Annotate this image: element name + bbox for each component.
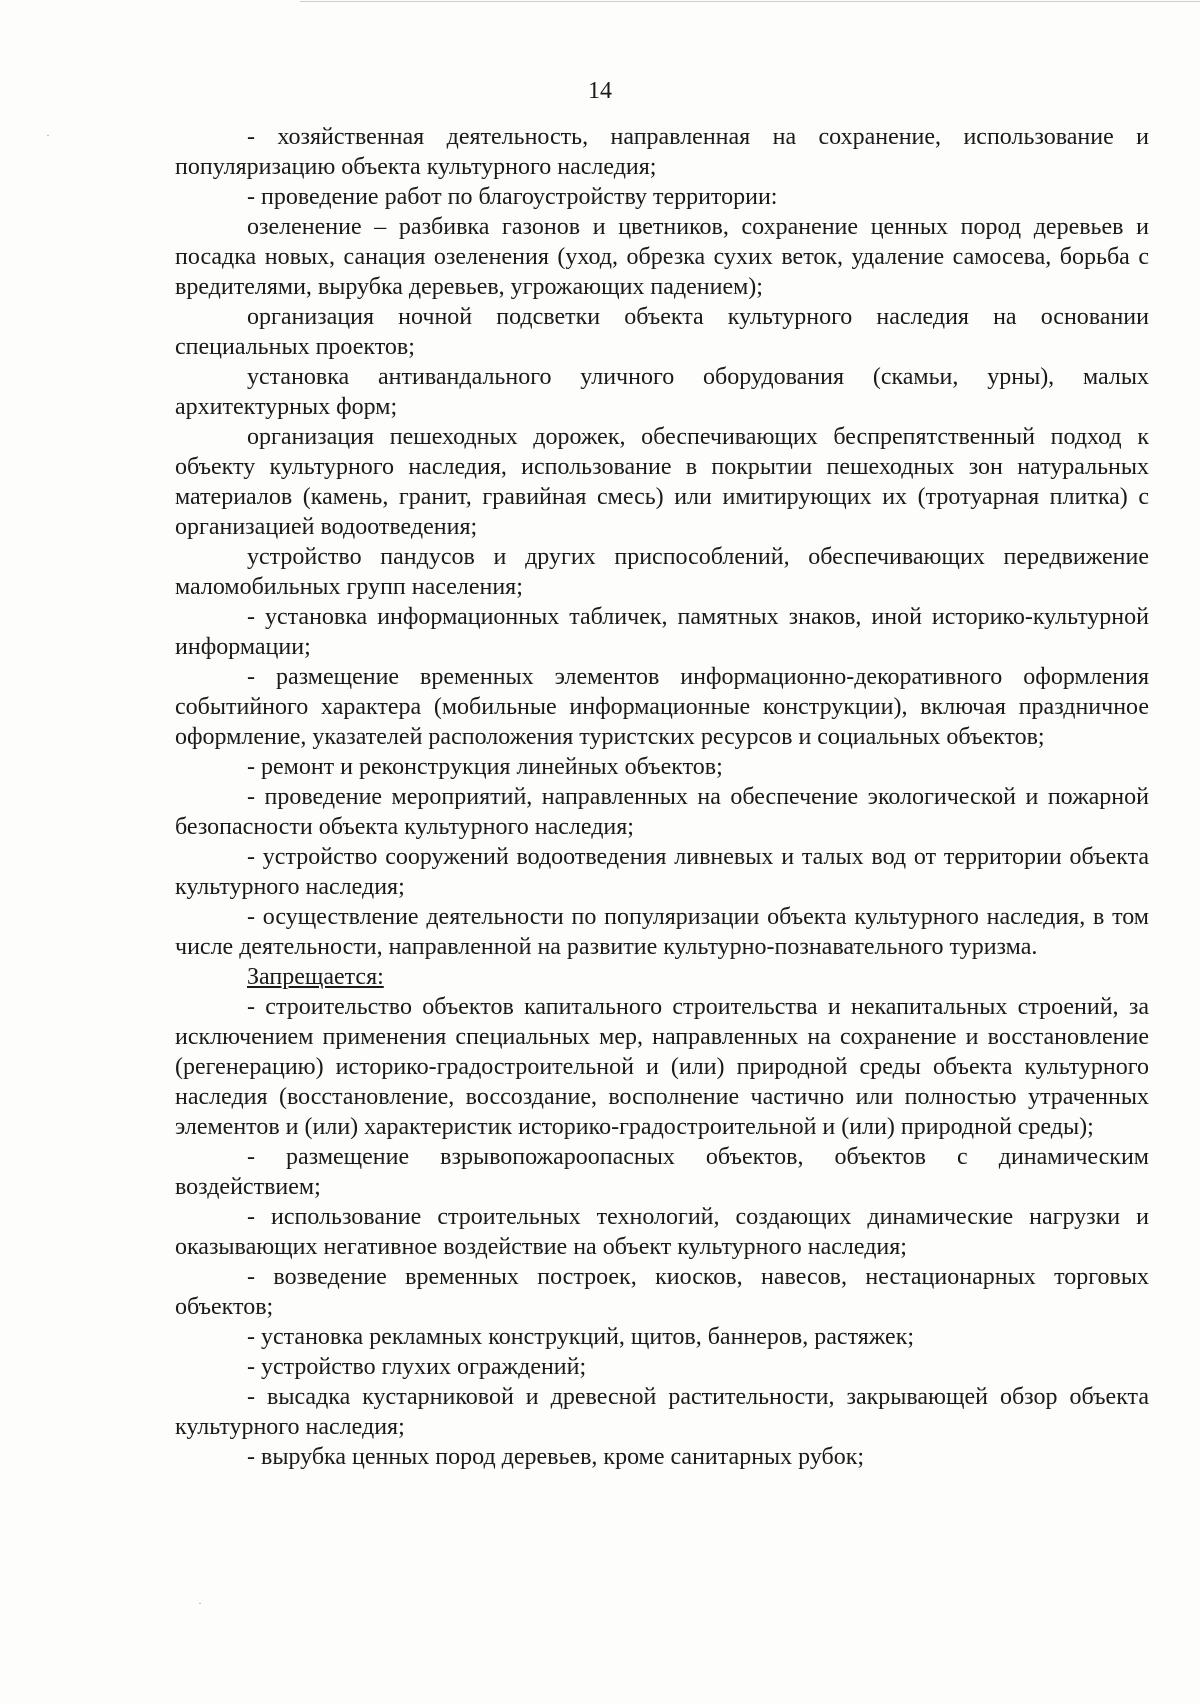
paragraph: - осуществление деятельности по популяризации объекта культурного наследия, в том числе деятельности, направленной на развитие культурно-познавательного туризма. (175, 904, 1149, 960)
paragraph: озеленение – разбивка газонов и цветников, сохранение ценных пород деревьев и посадка новых, санация озеленения (уход, обрезка сухих веток, удаление самосева, борьба с вредителями, вырубка деревьев, угрожающих падением); (175, 214, 1149, 300)
page-number: 14 (588, 78, 612, 104)
paragraph: - установка рекламных конструкций, щитов, баннеров, растяжек; (247, 1324, 915, 1350)
paragraph: - вырубка ценных пород деревьев, кроме санитарных рубок; (247, 1444, 865, 1470)
paragraph: устройство пандусов и других приспособлений, обеспечивающих передвижение маломобильных групп населения; (175, 544, 1149, 600)
paragraph: - возведение временных построек, киосков, навесов, нестационарных торговых объектов; (175, 1264, 1149, 1320)
paragraph: организация пешеходных дорожек, обеспечивающих беспрепятственный подход к объекту культурного наследия, использование в покрытии пешеходных зон натуральных материалов (камень, гранит, гравийная смесь) или имитирующих их (тротуарная плитка) с организацией водоотведения; (175, 424, 1149, 540)
paragraph: - устройство глухих ограждений; (247, 1354, 587, 1380)
scan-edge-line (300, 1, 1200, 2)
paragraph: - размещение взрывопожароопасных объектов, объектов с динамическим воздействием; (175, 1144, 1149, 1200)
paragraph: - высадка кустарниковой и древесной растительности, закрывающей обзор объекта культурного наследия; (175, 1384, 1149, 1440)
paragraph: - использование строительных технологий, создающих динамические нагрузки и оказывающих негативное воздействие на объект культурного наследия; (175, 1204, 1149, 1260)
document-body (175, 122, 1149, 1472)
paragraph: - хозяйственная деятельность, направленная на сохранение, использование и популяризацию объекта культурного наследия; (175, 124, 1149, 180)
paragraph: организация ночной подсветки объекта культурного наследия на основании специальных проектов; (175, 304, 1149, 360)
paragraph: - проведение работ по благоустройству территории: (247, 184, 778, 210)
scan-speck: · (198, 1596, 202, 1610)
scan-speck: · (46, 128, 50, 142)
paragraph: установка антивандального уличного оборудования (скамьи, урны), малых архитектурных форм; (175, 364, 1149, 420)
paragraph: - ремонт и реконструкция линейных объектов; (247, 754, 723, 780)
paragraph: - проведение мероприятий, направленных на обеспечение экологической и пожарной безопасности объекта культурного наследия; (175, 784, 1149, 840)
paragraph: - установка информационных табличек, памятных знаков, иной историко-культурной информации; (175, 604, 1149, 660)
paragraph: - размещение временных элементов информационно-декоративного оформления событийного характера (мобильные информационные конструкции), включая праздничное оформление, указателей расположения туристских ресурсов и социальных объектов; (175, 664, 1149, 750)
paragraph: - строительство объектов капитального строительства и некапитальных строений, за исключением применения специальных мер, направленных на сохранение и восстановление (регенерацию) историко-градостроительной и (или) природной среды объекта культурного наследия (восстановление, воссоздание, восполнение частично или полностью утраченных элементов и (или) характеристик историко-градостроительной и (или) природной среды); (175, 994, 1149, 1140)
paragraph: - устройство сооружений водоотведения ливневых и талых вод от территории объекта культурного наследия; (175, 844, 1149, 900)
section-heading-prohibited: Запрещается: (247, 964, 384, 990)
